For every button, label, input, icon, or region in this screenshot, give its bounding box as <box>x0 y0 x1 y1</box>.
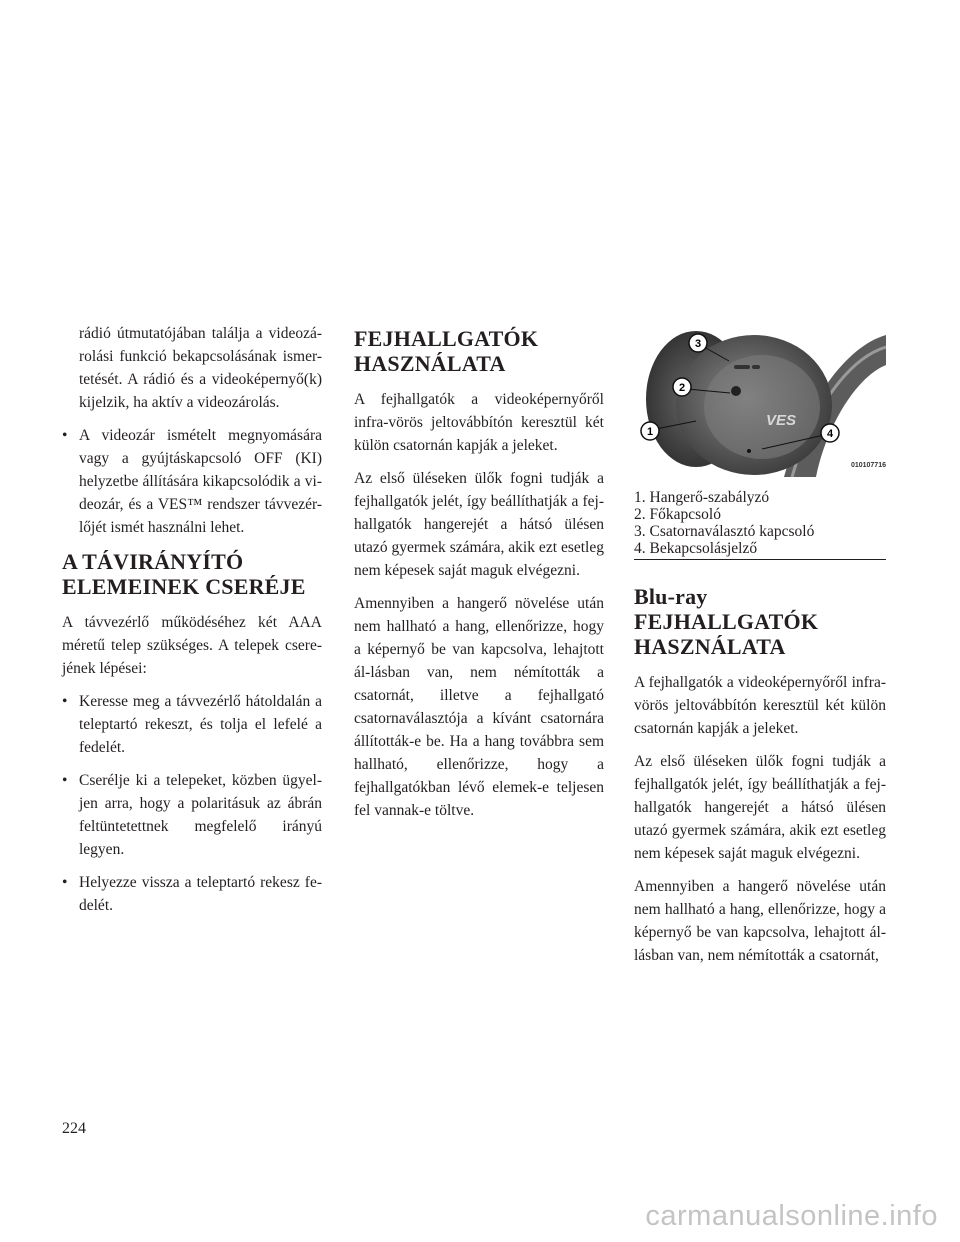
paragraph: Amennyiben a hangerő növelése után nem hallható a hang, ellenőrizze, hogy a képernyő be van kapcsolva, lehajtott ál-lásban van, nem némították a csatornát, illetve a fejhallgató csatornaválasztója a kívánt csatornára állították-e be. Ha a hang továbbra sem hallható, ellenőrizze, hogy a fejhallgatókban lévő elemek-e teljesen fel vannak-e töltve. <box>354 595 604 819</box>
figure-code: 010107716 <box>850 462 886 469</box>
ves-logo: VES <box>766 412 797 429</box>
caption-item: 4. Bekapcsolásjelző <box>634 540 758 557</box>
paragraph: A fejhallgatók a videoképernyőről infra-vörös jeltovábbítón keresztül két külön csatornán kapják a jeleket. <box>354 391 604 454</box>
bullet-list-steps <box>62 690 322 917</box>
list-item: • Cserélje ki a telepeket, közben ügyel-jen arra, hogy a polaritásuk az ábrán feltüntetettnek megfelelő irányú legyen. <box>62 769 322 861</box>
continued-paragraph: rádió útmutatójában találja a videozá-rolási funkció bekapcsolásának ismer-tetését. A rádió és a videoképernyő(k) kijelzik, ha aktív a videozárolás. <box>79 325 322 411</box>
headphone-figure <box>634 327 886 477</box>
column-left <box>62 322 322 927</box>
caption-item: 3. Csatornaválasztó kapcsoló <box>634 523 815 540</box>
paragraph: A távvezérlő működéséhez két AAA méretű telep szükséges. A telepek csere-jének lépései: <box>62 614 322 677</box>
list-item: • Helyezze vissza a teleptartó rekesz fe-delét. <box>62 871 322 917</box>
paragraph: Az első üléseken ülők fogni tudják a fejhallgatók jelét, így beállíthatják a fej-hallgatók hangerejét a hátsó ülésen utazó gyermek számára, akik ezt esetleg nem képesek saját maguk elvégezni. <box>354 470 604 579</box>
section-heading-headphones: FEJHALLGATÓK HASZNÁLATA <box>354 326 539 376</box>
callout-2: 2 <box>678 382 686 394</box>
bullet-icon: • <box>62 772 68 789</box>
column-middle <box>354 322 604 832</box>
bullet-list-top <box>62 424 322 539</box>
paragraph: A fejhallgatók a videoképernyőről infra-vörös jeltovábbítón keresztül két külön csatornán kapják a jeleket. <box>634 674 886 737</box>
page-number: 224 <box>62 1120 86 1137</box>
paragraph: Az első üléseken ülők fogni tudják a fejhallgatók jelét, így beállíthatják a fej-hallgatók hangerejét a hátsó ülésen utazó gyermek számára, akik ezt esetleg nem képesek saját maguk elvégezni. <box>634 753 886 862</box>
caption-item: 2. Főkapcsoló <box>634 506 721 523</box>
figure-caption <box>634 489 886 560</box>
list-item: • Keresse meg a távvezérlő hátoldalán a teleptartó rekeszt, és tolja el lefelé a fedelét. <box>62 690 322 759</box>
bullet-icon: • <box>62 693 68 710</box>
section-heading-remote-battery: A TÁVIRÁNYÍTÓ ELEMEINEK CSERÉJE <box>62 549 306 599</box>
caption-item: 1. Hangerő-szabályzó <box>634 489 770 506</box>
bullet-icon: • <box>62 874 68 891</box>
list-item: • A videozár ismételt megnyomására vagy a gyújtáskapcsoló OFF (KI) helyzetbe állítására kikapcsolódik a vi-deozár, és a VES™ rendszer távvezér-lőjét ismét használni lehet. <box>62 424 322 539</box>
callout-4: 4 <box>826 428 834 440</box>
paragraph: Amennyiben a hangerő növelése után nem hallható a hang, ellenőrizze, hogy a képernyő be van kapcsolva, lehajtott ál-lásban van, nem némították a csatornát, <box>634 878 886 964</box>
bullet-icon: • <box>62 427 68 444</box>
column-right <box>634 322 886 967</box>
watermark: carmanualsonline.info <box>645 1200 938 1232</box>
callout-1: 1 <box>646 426 654 438</box>
section-heading-bluray-headphones: Blu-ray FEJHALLGATÓK HASZNÁLATA <box>634 584 819 659</box>
callout-3: 3 <box>694 338 702 350</box>
headphone-illustration <box>634 327 886 477</box>
